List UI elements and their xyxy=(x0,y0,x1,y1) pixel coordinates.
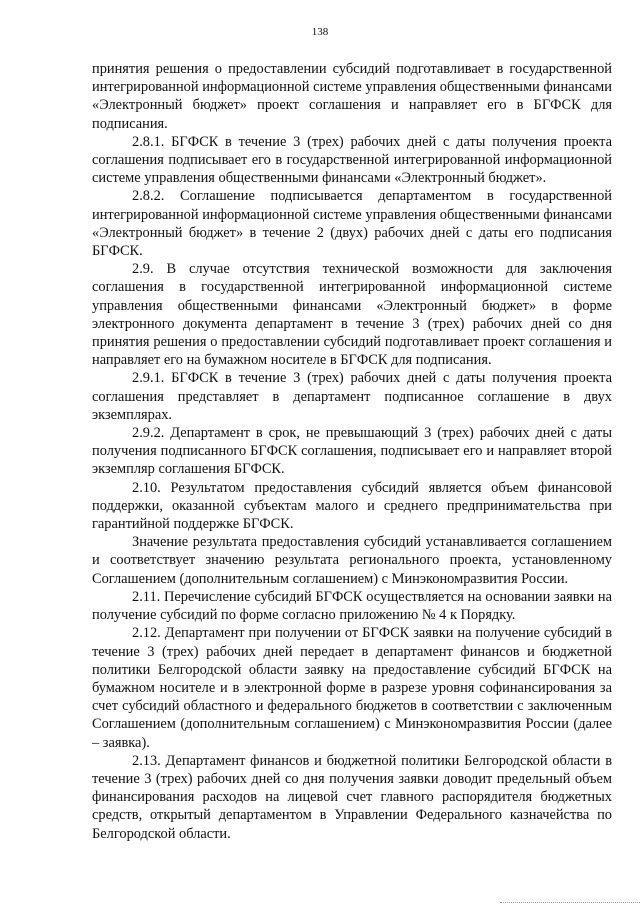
paragraph-2-9-1: 2.9.1. БГФСК в течение 3 (трех) рабочих дней с даты получения проекта соглашения представляет в департамент подписанное соглашение в двух экземплярах. xyxy=(92,370,612,423)
paragraph-2-11: 2.11. Перечисление субсидий БГФСК осуществляется на основании заявки на получение субсидий по форме согласно приложению № 4 к Порядку. xyxy=(92,588,612,624)
paragraph-result-value: Значение результата предоставления субсидий устанавливается соглашением и соответствует значению результата регионального проекта, установленному Соглашением (дополнительным соглашением) с Минэкономразвития России. xyxy=(92,534,612,587)
paragraph-continuation: принятия решения о предоставлении субсидий подготавливает в государственной интегрированной информационной системе управления общественными финансами «Электронный бюджет» проект соглашения и направляет его в БГФСК для подписания. xyxy=(92,61,612,132)
scan-edge-mark xyxy=(500,900,640,903)
paragraph-2-12: 2.12. Департамент при получении от БГФСК заявки на получение субсидий в течение 3 (трех) рабочих дней передает в департамент финансов и бюджетной политики Белгородской области заявку на предоставление субсидий БГФСК на бумажном носителе и в электронной форме в разрезе уровня софинансирования за счет субсидий областного и федерального бюджетов в соответствии с заключенным Соглашением (дополнительным соглашением) с Минэкономразвития России (далее – заявка). xyxy=(92,625,612,751)
paragraph-2-10: 2.10. Результатом предоставления субсидий является объем финансовой поддержки, оказанной субъектам малого и среднего предпринимательства при гарантийной поддержке БГФСК. xyxy=(92,479,612,533)
document-body xyxy=(92,60,612,843)
paragraph-2-8-1: 2.8.1. БГФСК в течение 3 (трех) рабочих дней с даты получения проекта соглашения подписывает его в государственной интегрированной информационной системе управления общественными финансами «Электронный бюджет». xyxy=(92,133,612,187)
paragraph-2-9-2: 2.9.2. Департамент в срок, не превышающий 3 (трех) рабочих дней с даты получения подписанного БГФСК соглашения, подписывает его и направляет второй экземпляр соглашения БГФСК. xyxy=(92,425,612,478)
paragraph-2-13: 2.13. Департамент финансов и бюджетной политики Белгородской области в течение 3 (трех) рабочих дней со дня получения заявки доводит предельный объем финансирования расходов на лицевой счет главного распорядителя бюджетных средств, открытый департаментом в Управлении Федерального казначейства по Белгородской области. xyxy=(92,752,612,842)
paragraph-2-9: 2.9. В случае отсутствия технической возможности для заключения соглашения в государственной интегрированной информационной системе управления общественными финансами «Электронный бюджет» в форме электронного документа департамент в течение 3 (трех) рабочих дней со дня принятия решения о предоставлении субсидий подготавливает проект соглашения и направляет его на бумажном носителе в БГФСК для подписания. xyxy=(92,261,612,369)
paragraph-2-8-2: 2.8.2. Соглашение подписывается департаментом в государственной интегрированной информационной системе управления общественными финансами «Электронный бюджет» в течение 2 (двух) рабочих дней с даты его подписания БГФСК. xyxy=(92,188,612,260)
page-number: 138 xyxy=(311,26,329,38)
